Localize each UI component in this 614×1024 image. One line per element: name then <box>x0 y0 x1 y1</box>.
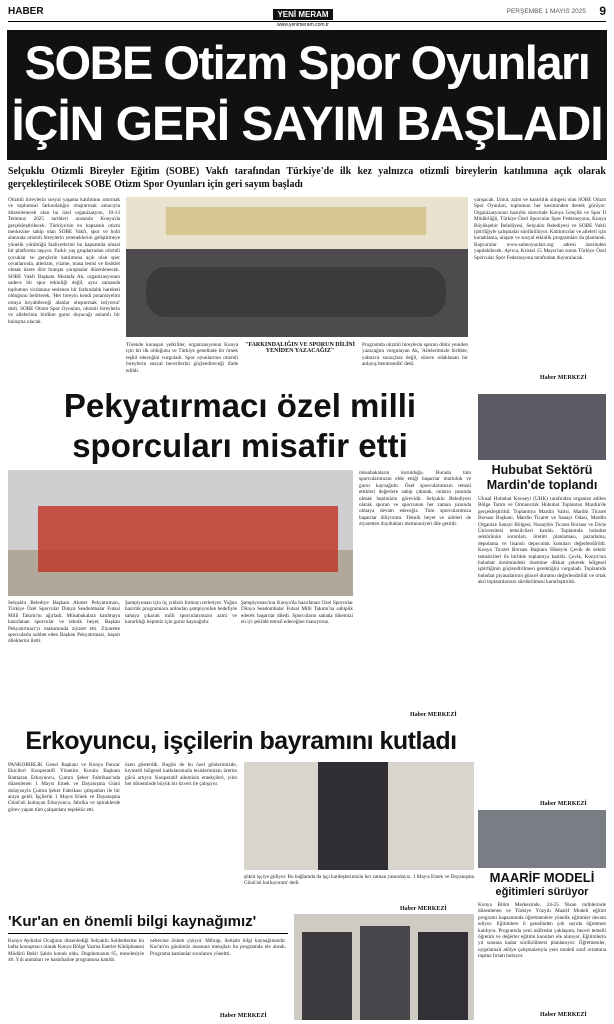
main-headline-box <box>7 30 607 160</box>
story2-headline-line2: sporcuları misafir etti <box>72 427 408 464</box>
story3-col3: şükür işçiye gidiyor. Bu bağlamda da işçi kardeşlerimizin her zaman yanındayız. 1 Mayıs Emek ve Dayanışma Günü'nü kutluyorum' dedi. <box>244 874 474 887</box>
masthead-logo <box>260 4 346 28</box>
issue-date: PERŞEMBE 1 MAYIS 2025 <box>506 8 586 15</box>
sidebar1-headline-line1: Hububat Sektörü <box>491 463 593 477</box>
story4-headline: 'Kur'an en önemli bilgi kaynağımız' <box>8 913 257 930</box>
main-byline: Haber MERKEZİ <box>540 375 587 381</box>
sidebar1-headline-line2: Mardin'de toplandı <box>486 478 598 492</box>
main-headline-line1: SOBE Otizm Spor Oyunları <box>24 36 590 89</box>
main-pull-quote: "FARKINDALIĞIN VE SPORUN DİLİNİ YENİDEN YAZACAĞIZ" <box>245 342 355 354</box>
story2-col4: müsabakaların kurulduğu. Burada tüm sporcularımızın elde ettiği başarılar mutluluk ve gurur kaynağıdır. Özel sporcularımızın temsil ettikleri değerlere sahip çıkmak, onların yanında olmak hepimizin görevidir. Selçuklu Belediyesi olarak sporun ve sporcunun her zaman yanında olmaya devam edeceğiz. Tüm sporcularımıza başarılar diliyorum. Teknik heyet ve aileleri de ziyaretten duydukları memnuniyeti dile getirdi. <box>359 470 471 528</box>
story3-byline: Haber MERKEZİ <box>400 906 447 912</box>
story4-photo <box>294 914 474 1020</box>
story2-photo <box>8 470 353 596</box>
sidebar2-headline-line2: eğitimleri sürüyor <box>495 886 589 898</box>
main-photo <box>126 197 468 337</box>
sidebar2-byline: Haber MERKEZİ <box>540 1012 587 1018</box>
main-col2: Törende konuşan yetkililer, organizasyonun Konya için bir ilk olduğunu ve Türkiye genelinde bir örnek teşkil edeceğini vurguladı. Spor oyunlarının otizmli bireylerin sosyal becerilerini güçlendireceği ifade edildi. <box>126 342 238 374</box>
main-subhead: Selçuklu Otizmli Bireyler Eğitim (SOBE) Vakfı tarafından Türkiye'de ilk kez yalnızca otizmli bireylerin katılımına açık olarak gerçekleştirilecek SOBE Otizm Spor Oyunları için geri sayım başladı <box>8 166 606 190</box>
story2-col3: Şampiyonası'nın Konya'da hazırlanan Özel Sporcular Dünya Seadombalar Futsal Milli Takımı'na sahiplik ederek başarılar diledi. Sporcuların sahada ülkemizi en iyi şekilde temsil edeceğine inanıyoruz. <box>241 600 353 626</box>
section-label: HABER <box>8 6 44 17</box>
sidebar2-headline-line1: MAARİF MODELİ <box>489 870 595 885</box>
story4-headline-box <box>8 912 288 934</box>
main-col1: Otizmli bireylerin sosyal yaşama katılımını artırmak ve toplumsal farkındalığın oluşturmak amacıyla düzenlenecek olan bu özel organizasyon, 10-13 Temmuz 2025 tarihleri arasında Konya'da gerçekleştirilecek. Türkiye'nin en kapsamlı otizm merkezine sahip olan SOBE Vakfı, spor ve hobi alanında otizmli bireylerin yeteneklerini geliştirmeye yönelik yürüttüğü faaliyetlerini bu kapsamda ulusal bir platforma taşıyor. Farklı yaş gruplarından otizmli çocuklar ve gençlerin katılımına açık olan spor oyunlarında, atletizm, yüzme, masa tenisi ve bisiklet olmak üzere dört branşta yarışmalar düzenlenecek. SOBE Vakfı Başkanı Mustafa Ak, organizasyonun sadece bir spor etkinliği değil, aynı zamanda toplumun vicdanına seslenen bir farkındalık hareketi olduğunu belirterek, 'Her bireyin kendi potansiyelini ortaya koyabileceği alanlar oluşturmak istiyoruz' dedi. SOBE Otizm Spor Oyunları, otizmli bireylerin ve ailelerinin birlikte gurur duyacağı anlamlı bir buluşma olacak. <box>8 197 120 325</box>
story2-byline: Haber MERKEZİ <box>410 712 457 718</box>
main-col4: yarışacak. Umut, azim ve kararlılık simgesi olan SOBE Otizm Spor Oyunları, toplumun her kesiminden destek görüyor. Organizasyonun hazırlık sürecinde Konya Gençlik ve Spor İl Müdürlüğü, Türkiye Özel Sporcular Spor Federasyonu, Konya Büyükşehir Belediyesi, Selçuklu Belediyesi ve SOBE Vakfı işbirliğiyle çalışmalar sürdürülüyor. Katılımcılar ve aileleri için konaklama, ulaşım ve sosyal etkinlik programları da planlandı. Başvurular www.sobeoyunlari.org adresi üzerinden yapılabilecek. Ayrıca, Kristal 15 Mayıs'tan sonra Türkiye Özel Sporcular Spor Federasyonu tarafından duyurulacak. <box>474 197 606 261</box>
story3-headline: Erkoyuncu, işçilerin bayramını kutladı <box>25 727 457 755</box>
story3-col1: PANKOBİRLİK Genel Başkanı ve Konya Pancar Ekicileri Kooperatifi Yönetim Kurulu Başkanı Ramazan Erkoyuncu, Çumra Şeker Fabrikası'nda düzenlenen 1 Mayıs Emek ve Dayanışma Günü dolayısıyla Çumra Şeker Fabrikası çalışanları ile bir araya geldi. İşçilerin 1 Mayıs Emek ve Dayanışma Günü'nü kutlayan Erkoyuncu, fabrika ve iştiraklerde görev yapan tüm çalışanlara teşekkür etti. <box>8 762 120 813</box>
story4-byline: Haber MERKEZİ <box>220 1013 267 1019</box>
main-col3: Programda otizmli bireylerin sporun dilini yeniden yazacağını vurgulayan Ak, 'Ailelerimizle birlikte, yalnızca sonuçlara değil, sürece odaklanan bir anlayış benimsedik' dedi. <box>362 342 468 368</box>
story2-col1: Selçuklu Belediye Başkanı Ahmet Pekyatırmacı, Türkiye Özel Sporcular Dünya Seadombalar Futsal Milli Takımı'nı ağırladı. Müsabakalara katılmaya hazırlanan sporcular ve teknik heyet, Başkan Pekyatırmacı'yı makamında ziyaret etti. Ziyarette sporcularla sohbet eden Başkan Pekyatırmacı, başarı dileklerini iletti. <box>8 600 120 645</box>
website-text: www.yenimeram.com.tr <box>277 22 329 28</box>
story2-headline-line1: Pekyatırmacı özel milli <box>63 387 417 424</box>
story4-col2: nebevine önlem çiziyor. Mihrap, iletişim bilgi kaynağımızdır. Kur'an'ın günümüz insanına mesajları bu programda ele alındı. Programa katılanlar sorularını yöneltti. <box>150 938 286 957</box>
sidebar2-body: Konya Bilim Merkezinde, 24-25 Nisan tarihlerinde düzenlenen ve Türkiye Yüzyılı Maarif Modeli eğitim programı kapsamında öğretmenlere yönelik eğitimler devam ediyor. Eğitimlere il genelinden çok sayıda öğretmen katılıyor. Programda yeni müfredat yaklaşımı, beceri temelli öğretim ve değerler eğitimi konuları ele alınıyor. Eğitimlerin yıl sonuna kadar sürdürülmesi planlanıyor. Öğretmenler, uygulamalı atölye çalışmalarıyla yeni modeli sınıf ortamına taşıma fırsatı buluyor. <box>478 902 606 960</box>
sidebar1-body: Ulusal Hububat Konseyi (UHK) tarafından organize edilen Bölge Tarım ve Ormancılık Hububat Toplantısı Mardin'de gerçekleştirildi. Toplantıya Mardin Valisi, Mardin Ticaret Borsası Başkanı, Mardin Ticaret ve Sanayi Odası, Mardin Organize Sanayi Bölgesi, Nusaybin Ticaret Borsası ve Dicle Üniversitesi temsilcileri katıldı. Toplantıda hububat sektörünün sorunları, üretim planlaması, pazarlama, depolama ve lisanslı depoculuk konuları değerlendirildi. Konya Ticaret Borsası Başkanı Hüseyin Çevik de sektör temsilcileri ile birlikte toplantıya katıldı. Çevik, Konya'nın hububat üretimindeki önemine dikkat çekerek bölgesel işbirliğinin güçlendirilmesi gerektiğini vurguladı. Toplantıda hububat piyasalarının güncel durumu değerlendirildi ve ortak akıl toplantılarının sürdürülmesi kararlaştırıldı. <box>478 496 606 586</box>
story2-col2: Şampiyonası için üç yıldızlı formayı terletiyor. Yoğun hazırlık programının ardından şampiyonluk hedefiyle sahaya çıkacak milli sporcularımızın azmi ve kararlılığı hepimiz için gurur kaynağıdır. <box>125 600 237 626</box>
story3-photo <box>244 762 474 870</box>
sidebar1-photo <box>478 394 606 460</box>
page-header <box>8 4 606 28</box>
sidebar1-byline: Haber MERKEZİ <box>540 801 587 807</box>
story3-col2: özen gösterdik. Bugün de bu özel günlerimizde, kıymetli bölgesel katkılarımızla tesislerimizin üretim gücü artıyor. Kooperatif ailemizin emekçileri, yılın her döneminde büyük bir özveri ile çalışıyor. <box>125 762 237 788</box>
story4-col1: Konya Aydınlar Ocağının düzenlediği Selçuklu Sohbetlerine bu hafta konuşmacı olarak Konya Bölge Yazma Eserler Kütüphanesi Müdürü Bekir Şahin konuk oldu. Dogdumuzun 65, meselesiyle 40. Yılı anmaları ve hasbihaline programına katıldı. <box>8 938 144 964</box>
main-headline-line2: İÇİN GERİ SAYIM BAŞLADI <box>11 98 603 151</box>
page-number: 9 <box>599 4 606 18</box>
logo-text: YENİ MERAM <box>273 9 332 20</box>
sidebar2-photo <box>478 810 606 868</box>
